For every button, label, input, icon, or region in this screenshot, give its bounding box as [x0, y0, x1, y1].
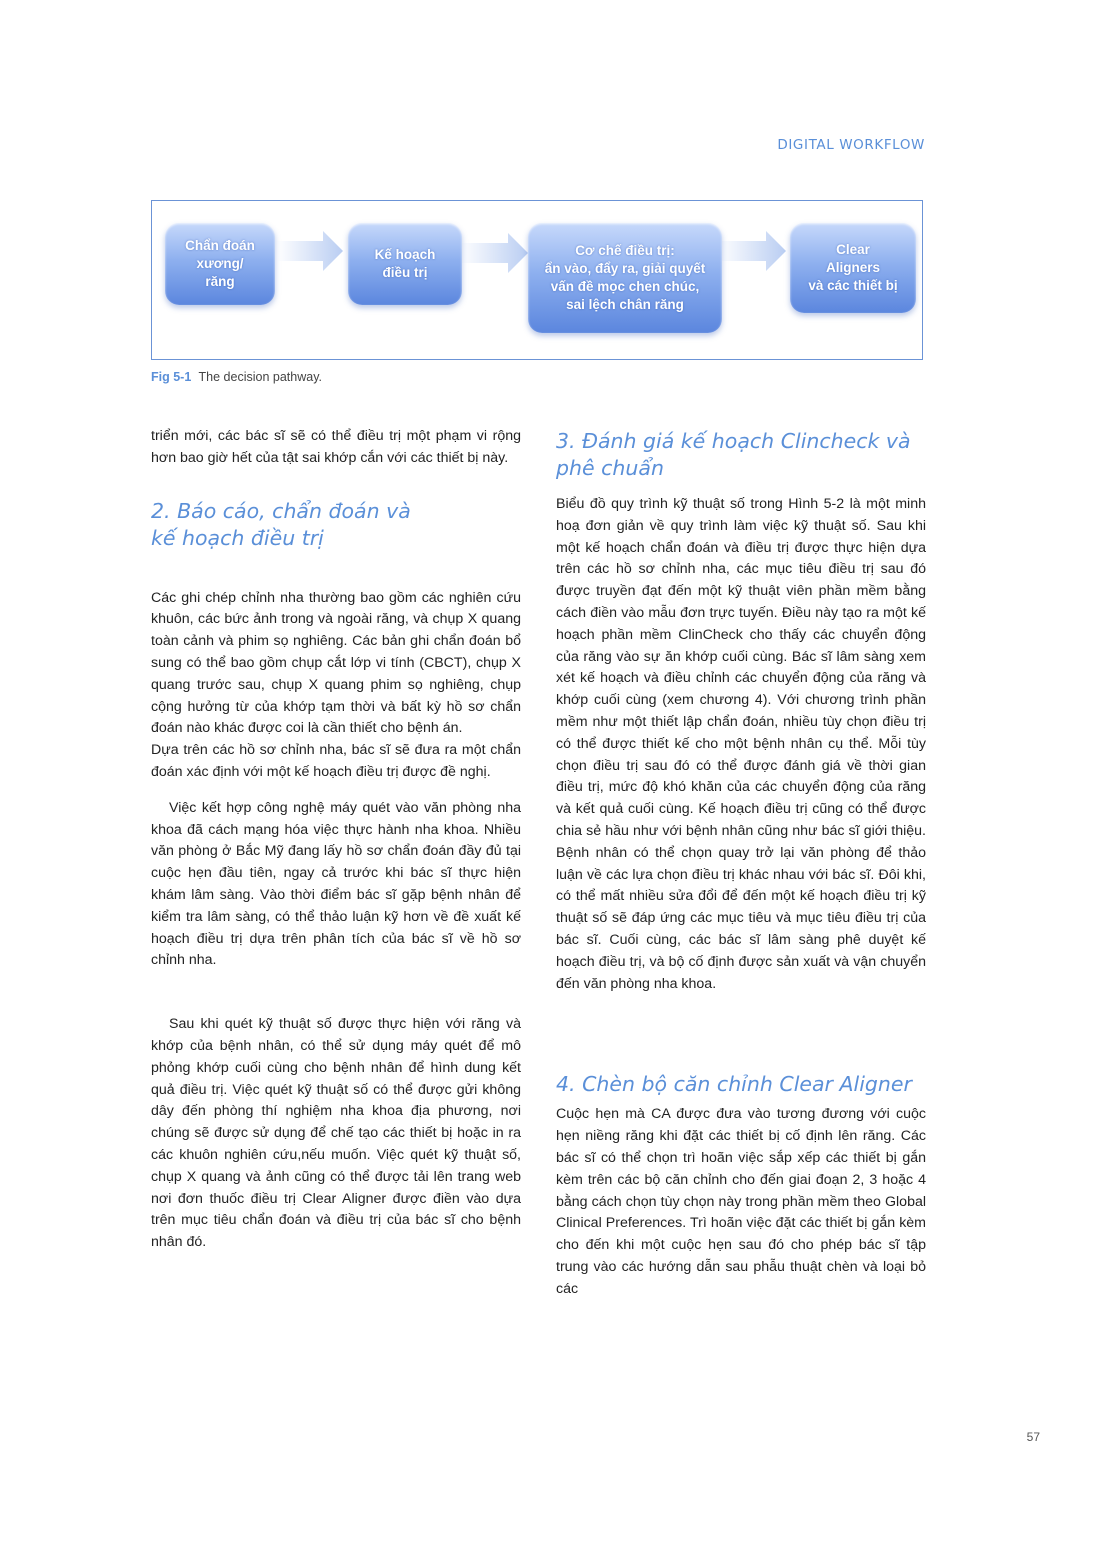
figure-caption: [151, 370, 322, 384]
section-heading-2: 2. Báo cáo, chẩn đoán và kế hoạch điều trị: [151, 498, 411, 550]
paragraph: Sau khi quét kỹ thuật số được thực hiện với răng và khớp của bệnh nhân, có thể sử dụng máy quét để mô phỏng khớp cuối cùng cho bệnh nhân để hình dung kết quả điều trị. Việc quét kỹ thuật số có thể được gửi không dây đến phòng thí nghiệm nha khoa địa phương, nơi chúng sẽ được sử dụng để chế tạo các thiết bị hoặc in ra các khuôn nghiên cứu,nếu muốn. Việc quét kỹ thuật số, chụp X quang và ảnh cũng có thể được tải lên trang web nơi đơn thuốc điều trị Clear Aligner được điền vào dựa trên mục tiêu chẩn đoán và điều trị của bác sĩ cho bệnh nhân đó.: [151, 1016, 521, 1251]
left-column: [151, 426, 521, 1254]
paragraph: triển mới, các bác sĩ sẽ có thể điều trị một phạm vi rộng hơn bao giờ hết của tật sai khớp cắn với các thiết bị này.: [151, 428, 521, 466]
paragraph: Việc kết hợp công nghệ máy quét vào văn phòng nha khoa đã cách mạng hóa việc thực hành nha khoa. Nhiều văn phòng ở Bắc Mỹ đang lấy hồ sơ chẩn đoán đầy đủ tại cuộc hẹn đầu tiên, ngay cả trước khi bác sĩ thực hiện khám lâm sàng. Vào thời điểm bác sĩ gặp bệnh nhân để kiểm tra lâm sàng, có thể thảo luận kỹ hơn về đề xuất kế hoạch điều trị dựa trên phân tích của bác sĩ về hồ sơ chỉnh nha.: [151, 799, 521, 969]
decision-pathway-figure: [151, 200, 923, 360]
section-heading-3: 3. Đánh giá kế hoạch Clincheck và phê chuẩn: [556, 429, 911, 480]
paragraph: Dựa trên các hồ sơ chỉnh nha, bác sĩ sẽ đưa ra một chẩn đoán xác định với một kế hoạch điều trị được đề nghị.: [151, 742, 521, 780]
right-column: [556, 428, 926, 1301]
running-header: DIGITAL WORKFLOW: [777, 137, 925, 153]
paragraph: Các ghi chép chỉnh nha thường bao gồm các nghiên cứu khuôn, các bức ảnh trong và ngoài răng, và chụp X quang toàn cảnh và phim sọ nghiêng. Các bản ghi chẩn đoán bổ sung có thể bao gồm chụp cắt lớp vi tính (CBCT), chụp X quang trước sau, chụp X quang phim sọ nghiêng, chụp cộng hưởng từ của khớp tạm thời và bất kỳ hồ sơ chẩn đoán nào khác được coi là cần thiết cho bệnh án.: [151, 589, 521, 737]
figure-caption-text: The decision pathway.: [198, 370, 322, 384]
node-diagnosis: Chẩn đoán xương/ răng: [165, 223, 275, 305]
paragraph: Biểu đồ quy trình kỹ thuật số trong Hình 5-2 là một minh hoạ đơn giản về quy trình làm việc kỹ thuật số. Sau khi một kế hoạch chẩn đoán và điều trị được thực hiện dựa trên các hồ sơ chỉnh nha, các mục tiêu điều trị sau đó được truyền đạt đến một kỹ thuật viên phần mềm bằng cách điền vào mẫu đơn trực tuyến. Điều này tạo ra một kế hoạch phần mềm ClinCheck cho thấy các chuyển động của răng vào sự ăn khớp cuối cùng. Bác sĩ lâm sàng xem xét kế hoạch và điều chỉnh các chuyển động của răng và khớp cuối cùng (xem chương 4). Với chương trình phần mềm như một thiết lập chẩn đoán, nhiều tùy chọn điều trị có thể được thiết kế cho một bệnh nhân cụ thể. Mỗi tùy chọn điều trị sau đó có thể được đánh giá về thời gian điều trị, mức độ khó khăn của các chuyển động của răng và kết quả cuối cùng. Kế hoạch điều trị cũng có thể được chia sẻ hầu như với bệnh nhân cũng như bác sĩ giới thiệu. Bệnh nhân có thể chọn quay trở lại văn phòng để thảo luận về các lựa chọn điều trị khác nhau với bác sĩ. Đôi khi, có thể mất nhiều sửa đổi để đến một kế hoạch điều trị kỹ thuật số sẽ đáp ứng các mục tiêu và mục tiêu điều trị của bác sĩ. Cuối cùng, các bác sĩ lâm sàng phê duyệt kế hoạch điều trị, và bộ cố định được sản xuất và vận chuyển đến văn phòng nha khoa.: [556, 496, 926, 992]
section-heading-4: 4. Chèn bộ căn chỉnh Clear Aligner: [556, 1072, 912, 1097]
page-number: 57: [1026, 1430, 1040, 1444]
figure-label: Fig 5-1: [151, 370, 192, 384]
paragraph: Cuộc hẹn mà CA được đưa vào tương đương với cuộc hẹn niềng răng khi đặt các thiết bị cố định lên răng. Các bác sĩ có thể chọn trì hoãn việc sắp xếp các thiết bị gắn kèm trên các bộ căn chỉnh cho đến giai đoạn 2, 3 hoặc 4 bằng cách chọn tùy chọn này trong phần mềm theo Global Clinical Preferences. Trì hoãn việc đặt các thiết bị gắn kèm cho đến khi một cuộc hẹn sau đó cho phép bác sĩ tập trung vào các hướng dẫn sau phẫu thuật chèn và loại bỏ các: [556, 1106, 926, 1297]
node-treatment-plan: Kế hoạch điều trị: [348, 223, 462, 305]
node-clear-aligners: Clear Aligners và các thiết bị: [790, 223, 916, 313]
arrow-right-icon: [460, 233, 528, 273]
node-treatment-mechanics: Cơ chế điều trị: ẩn vào, đẩy ra, giải quyết vấn đề mọc chen chúc, sai lệch chân răng: [528, 223, 722, 333]
arrow-right-icon: [277, 231, 343, 271]
arrow-right-icon: [718, 231, 786, 271]
